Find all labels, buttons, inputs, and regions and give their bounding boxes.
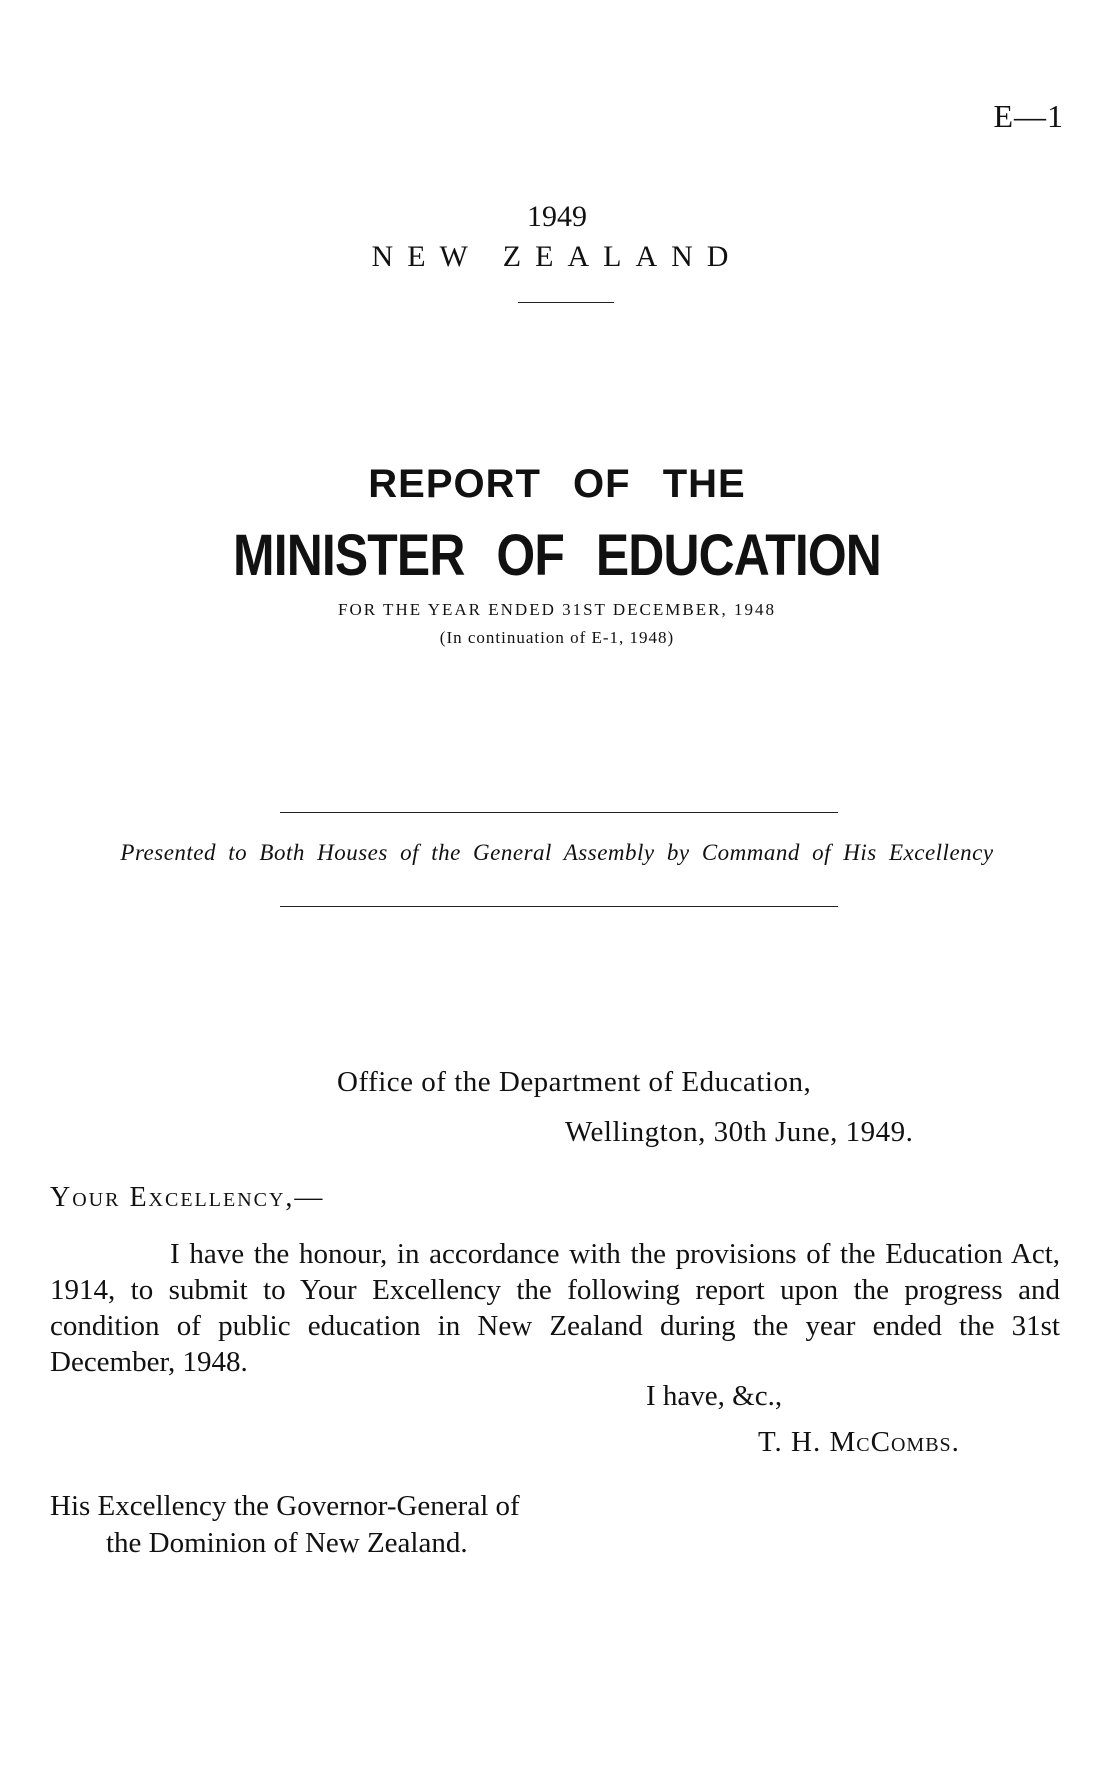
letter-body [50,1236,1060,1380]
presented-note: Presented to Both Houses of the General Assembly by Command of His Excellency [120,840,994,865]
office-line: Office of the Department of Education, [337,1066,812,1098]
closing: I have, &c., [646,1380,783,1412]
signature-text: T. H. McCombs. [758,1426,960,1458]
report-main-title: MINISTER OF EDUCATION [233,523,881,588]
addressee-line: the Dominion of New Zealand. [106,1527,468,1559]
country-heading: NEW ZEALAND [371,240,743,273]
body-paragraph: I have the honour, in accordance with the provisions of the Education Act, 1914, to submit to Your Excellency the following report upon the progress and condition of public education in New Zealand during the year ended the 31st December, 1948. [50,1238,1060,1378]
salutation [50,1182,324,1214]
divider [518,302,614,303]
divider [280,812,838,813]
addressee [50,1488,520,1562]
document-year: 1949 [527,200,587,233]
report-title: REPORT OF THE [368,462,746,506]
place-date: Wellington, 30th June, 1949. [565,1116,914,1148]
divider [280,906,838,907]
report-period: FOR THE YEAR ENDED 31ST DECEMBER, 1948 [338,600,776,619]
salutation-text: Your Excellency,— [50,1182,325,1213]
report-continuation: (In continuation of E-1, 1948) [439,628,675,647]
document-reference: E—1 [993,98,1064,134]
addressee-line: His Excellency the Governor-General of [50,1490,520,1522]
signature [758,1426,960,1459]
